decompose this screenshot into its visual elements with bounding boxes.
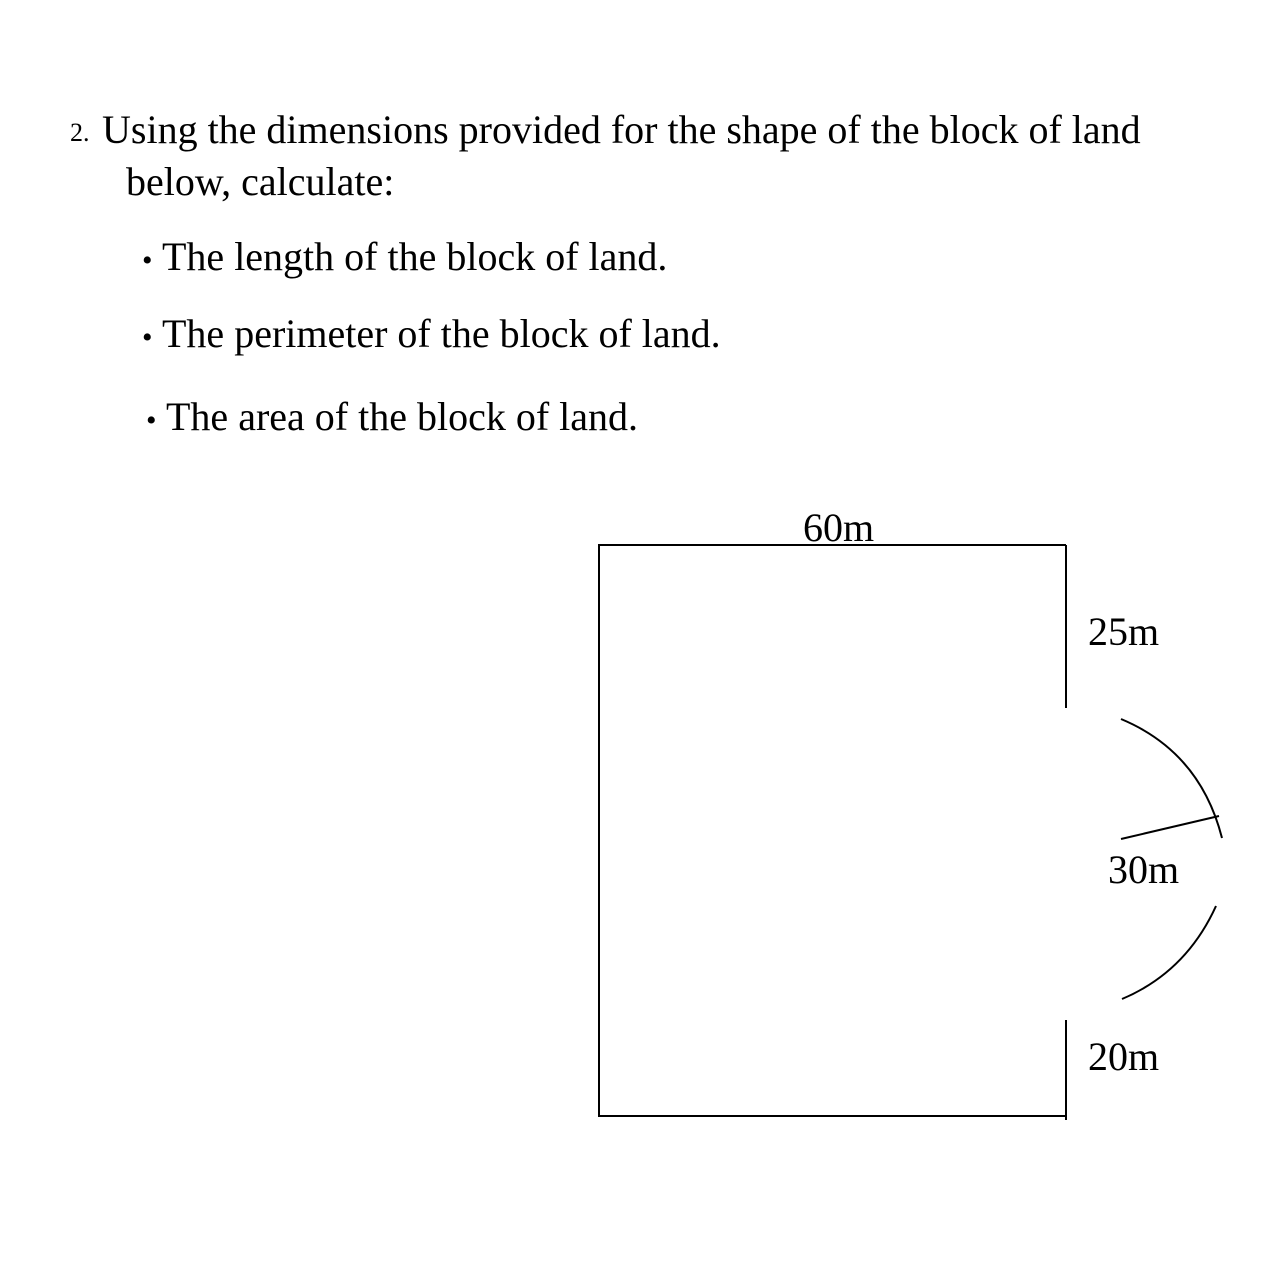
block-outline	[599, 545, 1066, 1116]
dimension-label-arc: 30m	[1108, 847, 1180, 892]
dimension-label-upper-right: 25m	[1088, 609, 1160, 654]
question-number: 2.	[70, 118, 90, 147]
dimension-label-arc-clip	[1108, 846, 1230, 896]
arc-radius-line	[1121, 816, 1219, 839]
dimension-label-top: 60m	[803, 505, 875, 550]
question-text-line-2: below, calculate:	[126, 159, 395, 204]
bullet-dot: •	[142, 244, 153, 277]
bullet-text: The perimeter of the block of land.	[162, 311, 721, 356]
bullet-text: The area of the block of land.	[166, 394, 639, 439]
question-text-line-1: Using the dimensions provided for the shape of the block of land	[102, 107, 1141, 152]
bullet-dot: •	[142, 321, 153, 354]
semicircle-arc-upper	[1121, 719, 1222, 838]
dimension-label-lower-right: 20m	[1088, 1034, 1160, 1079]
bullet-text: The length of the block of land.	[162, 234, 668, 279]
bullet-dot: •	[146, 404, 157, 437]
semicircle-arc-lower	[1122, 906, 1216, 999]
